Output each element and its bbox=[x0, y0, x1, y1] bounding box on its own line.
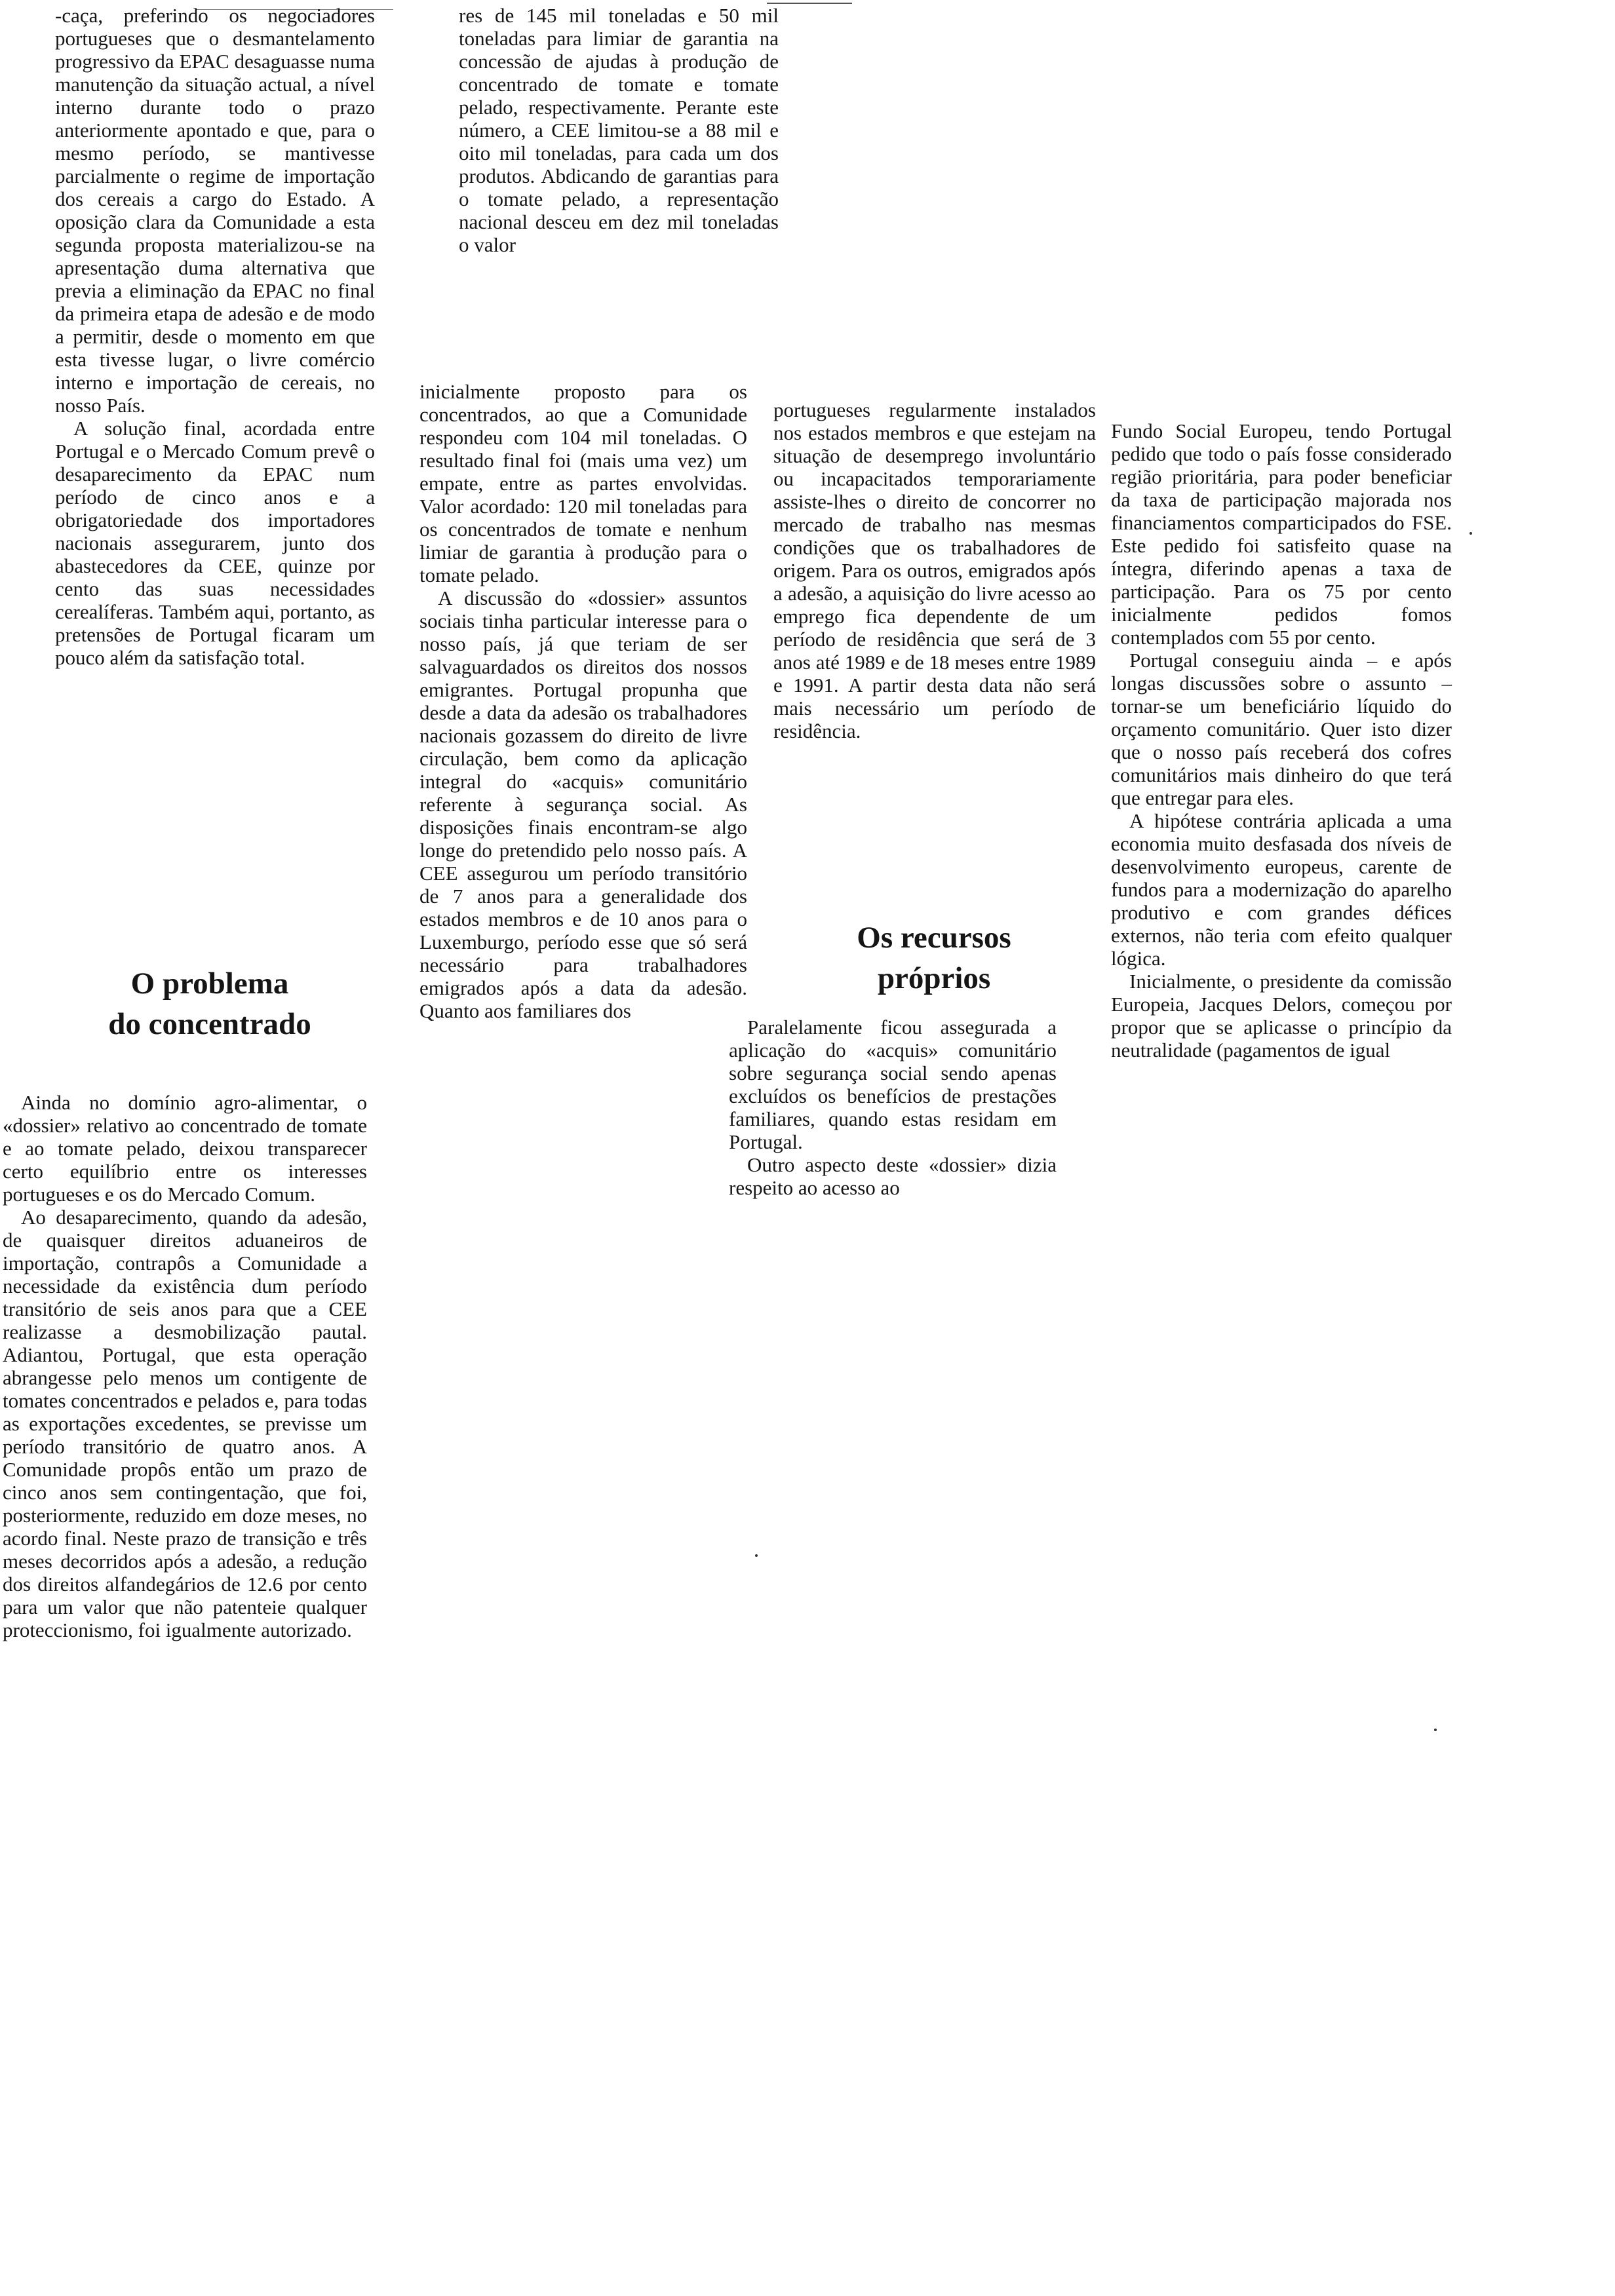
paragraph: A discussão do «dossier» assuntos sociais tinha particular interesse para o nosso país, já que teriam de ser salvaguardados os direitos dos nossos emigrantes. Portugal propunha que desde a data da adesão os trabalhadores nacionais gozassem do direito de livre circulação, bem como da aplicação integral do «acquis» comunitário referente à segurança social. As disposições finais encontram-se algo longe do pretendido pelo nosso país. A CEE assegurou um período transitório de 7 anos para a generalidade dos estados membros e de 10 anos para o Luxemburgo, período esse que só será necessário para trabalhadores emigrados após a data da adesão. Quanto aos familiares dos bbox=[419, 586, 747, 1022]
heading-line: Os recursos bbox=[857, 921, 1011, 955]
paragraph: Outro aspecto deste «dossier» dizia respeito ao acesso ao bbox=[729, 1153, 1057, 1199]
column-2-top-text bbox=[459, 4, 779, 256]
paragraph: A hipótese contrária aplicada a uma economia muito desfasada dos níveis de desenvolvimento europeus, carente de fundos para a modernização do aparelho produtivo e com grandes défices externos, não teria com efeito qualquer lógica. bbox=[1111, 809, 1452, 970]
scan-rule-top-1 bbox=[767, 3, 852, 4]
paragraph: Fundo Social Europeu, tendo Portugal pedido que todo o país fosse considerado região prioritária, para poder beneficiar da taxa de participação majorada nos financiamentos comparticipados do FSE. Este pedido foi satisfeito quase na íntegra, diferindo apenas a taxa de participação. Para os 75 por cento inicialmente pedidos fomos contemplados com 55 por cento. bbox=[1111, 419, 1452, 649]
paragraph: Ao desaparecimento, quando da adesão, de quaisquer direitos aduaneiros de importação, contrapôs a Comunidade a necessidade da existência dum período transitório de seis anos para que a CEE realizasse a desmobilização pautal. Adiantou, Portugal, que esta operação abrangesse pelo menos um contigente de tomates concentrados e pelados e, para todas as exportações excedentes, se previsse um período transitório de quatro anos. A Comunidade propôs então um prazo de cinco anos sem contingentação, que foi, posteriormente, reduzido em doze meses, no acordo final. Neste prazo de transição e três meses decorridos após a adesão, a redução dos direitos alfandegários de 12.6 por cento para um valor que não patenteie qualquer proteccionismo, foi igualmente autorizado. bbox=[3, 1206, 367, 1641]
scan-speck bbox=[755, 1554, 758, 1557]
heading-line: próprios bbox=[877, 961, 991, 995]
column-3-top-text bbox=[773, 398, 1096, 742]
paragraph: Ainda no domínio agro-alimentar, o «dossier» relativo ao concentrado de tomate e ao tomate pelado, deixou transparecer certo equilíbrio entre os interesses portugueses e os do Mercado Comum. bbox=[3, 1091, 367, 1206]
paragraph: inicialmente proposto para os concentrados, ao que a Comunidade respondeu com 104 mil toneladas. O resultado final foi (mais uma vez) um empate, entre as partes envolvidas. Valor acordado: 120 mil toneladas para os concentrados de tomate e nenhum limiar de garantia à produção para o tomate pelado. bbox=[419, 380, 747, 586]
paragraph: Paralelamente ficou assegurada a aplicação do «acquis» comunitário sobre segurança social sendo apenas excluídos os benefícios de prestações familiares, quando estas residam em Portugal. bbox=[729, 1016, 1057, 1153]
paragraph: portugueses regularmente instalados nos estados membros e que estejam na situação de desemprego involuntário ou incapacitados temporariamente assiste-lhes o direito de concorrer no mercado de trabalho nas mesmas condições que os trabalhadores de origem. Para os outros, emigrados após a adesão, a aquisição do livre acesso ao emprego fica dependente de um período de residência que será de 3 anos até 1989 e de 18 meses entre 1989 e 1991. A partir desta data não será mais necessário um período de residência. bbox=[773, 398, 1096, 742]
column-2-bottom-text bbox=[419, 380, 747, 1022]
column-4-text bbox=[1111, 419, 1452, 1062]
column-1-top-text bbox=[55, 4, 375, 669]
scan-speck bbox=[1434, 1729, 1437, 1731]
column-1-bottom-text bbox=[3, 1091, 367, 1641]
paragraph: Inicialmente, o presidente da comissão Europeia, Jacques Delors, começou por propor que se aplicasse o princípio da neutralidade (pagamentos de igual bbox=[1111, 970, 1452, 1062]
paragraph: -caça, preferindo os negociadores portugueses que o desmantelamento progressivo da EPAC desaguasse numa manutenção da situação actual, a nível interno durante todo o prazo anteriormente apontado e que, para o mesmo período, se mantivesse parcialmente o regime de importação dos cereais a cargo do Estado. A oposição clara da Comunidade a esta segunda proposta materializou-se na apresentação duma alternativa que previa a eliminação da EPAC no final da primeira etapa de adesão e de modo a permitir, desde o momento em que esta tivesse lugar, o livre comércio interno e importação de cereais, no nosso País. bbox=[55, 4, 375, 417]
scan-speck bbox=[1469, 532, 1472, 535]
heading-line: do concentrado bbox=[108, 1007, 311, 1041]
paragraph: res de 145 mil toneladas e 50 mil toneladas para limiar de garantia na concessão de ajudas à produção de concentrado de tomate e tomate pelado, respectivamente. Perante este número, a CEE limitou-se a 88 mil e oito mil toneladas, para cada um dos produtos. Abdicando de garantias para o tomate pelado, a representação nacional desceu em dez mil toneladas o valor bbox=[459, 4, 779, 256]
section-heading-concentrado bbox=[46, 963, 374, 1044]
paragraph: Portugal conseguiu ainda – e após longas discussões sobre o assunto – tornar-se um beneficiário líquido do orçamento comunitário. Quer isto dizer que o nosso país receberá dos cofres comunitários mais dinheiro do que terá que entregar para eles. bbox=[1111, 649, 1452, 809]
paragraph: A solução final, acordada entre Portugal e o Mercado Comum prevê o desaparecimento da EPAC num período de cinco anos e a obrigatoriedade dos importadores nacionais assegurarem, junto dos abastecedores da CEE, quinze por cento das suas necessidades cerealíferas. Também aqui, portanto, as pretensões de Portugal ficaram um pouco além da satisfação total. bbox=[55, 417, 375, 669]
section-heading-recursos bbox=[773, 917, 1095, 999]
column-3-bottom-text bbox=[729, 1016, 1057, 1199]
heading-line: O problema bbox=[130, 966, 289, 1001]
